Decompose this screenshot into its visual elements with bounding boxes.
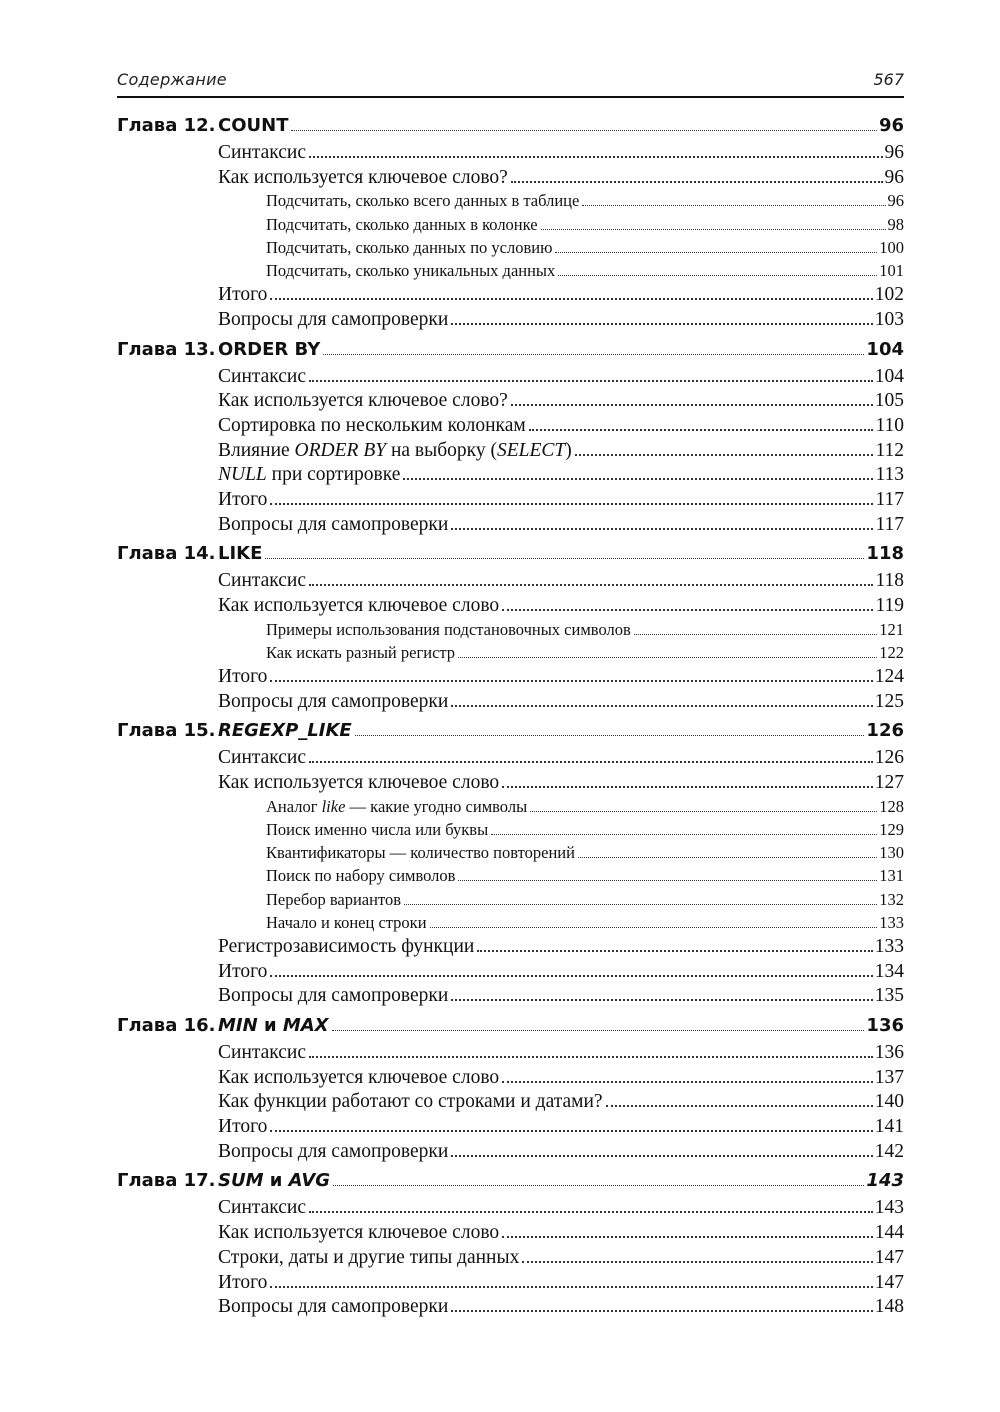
table-of-contents (117, 115, 904, 1326)
chapter-block (117, 1015, 904, 1165)
chapter-block (117, 1170, 904, 1320)
title-fragment: Подсчитать, сколько всего данных в таблице (266, 191, 580, 211)
entry-title (218, 595, 499, 617)
page-number: 129 (879, 820, 904, 839)
dot-leader (502, 609, 873, 611)
title-fragment: Синтаксис (218, 747, 307, 769)
entry-title (218, 309, 448, 331)
chapter-block (117, 339, 904, 539)
dot-leader (270, 1130, 872, 1132)
toc-entry[interactable] (117, 1296, 904, 1321)
chapter-label: Глава 12. (117, 115, 216, 136)
title-fragment: Как используется ключевое слово? (218, 390, 508, 412)
dot-leader (451, 1155, 872, 1157)
page-number: 100 (879, 237, 904, 257)
dot-leader (606, 1105, 873, 1107)
title-fragment: Вопросы для самопроверки (218, 513, 449, 535)
dot-leader (404, 904, 877, 905)
title-fragment: NULL (218, 464, 267, 486)
entry-title (266, 643, 455, 663)
dot-leader (502, 1236, 873, 1238)
page-number: 122 (879, 642, 904, 662)
title-fragment: Как используется ключевое слово (218, 772, 500, 794)
entry-title (218, 666, 267, 688)
entry-title (218, 464, 400, 486)
toc-entry[interactable] (117, 366, 904, 391)
title-fragment: Поиск по набору символов (266, 866, 456, 886)
dot-leader (451, 705, 872, 707)
entry-title (266, 866, 455, 886)
dot-leader (491, 834, 877, 835)
dot-leader (582, 205, 885, 206)
entry-title (266, 191, 579, 211)
toc-entry[interactable] (117, 309, 904, 334)
dot-leader (541, 229, 886, 230)
dot-leader (458, 880, 877, 881)
page-number: 117 (875, 513, 904, 535)
title-fragment: Синтаксис (218, 1042, 307, 1063)
entry-title (266, 890, 401, 910)
page-number: 98 (887, 214, 904, 234)
title-fragment: Как используется ключевое слово (218, 1066, 500, 1088)
dot-leader (309, 761, 873, 763)
dot-leader (458, 657, 877, 658)
entry-title (266, 261, 555, 281)
page-number: 141 (874, 1116, 904, 1138)
entry-title (218, 1015, 329, 1036)
running-header-title: Содержание (117, 70, 227, 89)
title-fragment: Итого (218, 666, 268, 688)
title-fragment: SELECT (496, 439, 566, 461)
title-fragment: Итого (218, 960, 268, 982)
dot-leader (578, 857, 877, 858)
entry-title (218, 1222, 499, 1244)
page-number: 143 (866, 1170, 904, 1192)
running-header (117, 68, 904, 98)
toc-subentry[interactable] (117, 820, 904, 843)
toc-entry[interactable] (117, 440, 904, 465)
dot-leader (323, 354, 864, 355)
toc-entry[interactable] (117, 985, 904, 1010)
title-fragment: MAX (282, 1015, 329, 1036)
page-number: 137 (874, 1066, 904, 1088)
dot-leader (355, 735, 865, 736)
title-fragment: like (321, 796, 346, 816)
entry-title (266, 797, 527, 817)
entry-title (218, 1091, 603, 1113)
title-fragment: Поиск именно числа или буквы (266, 820, 489, 839)
toc-entry[interactable] (117, 167, 904, 192)
entry-title (218, 167, 508, 189)
title-fragment: ORDER BY (294, 439, 387, 461)
page-number: 102 (874, 284, 904, 306)
title-fragment: AVG (288, 1170, 331, 1192)
page-number: 118 (866, 543, 904, 565)
toc-entry[interactable] (117, 489, 904, 514)
chapter-block (117, 720, 904, 1010)
title-fragment: REGEXP_LIKE (218, 720, 352, 742)
entry-title (218, 1272, 267, 1294)
page-number: 105 (874, 390, 904, 412)
entry-title (218, 366, 306, 388)
title-fragment: — какие угодно символы (345, 796, 528, 816)
entry-title (266, 820, 488, 840)
page-number: 117 (875, 488, 904, 510)
entry-title (218, 440, 572, 462)
entry-title (218, 284, 267, 306)
toc-entry[interactable] (117, 570, 904, 595)
entry-title (218, 1170, 330, 1191)
toc-entry[interactable] (117, 666, 904, 691)
page-number: 118 (875, 570, 904, 592)
dot-leader (270, 503, 873, 505)
dot-leader (451, 323, 872, 325)
dot-leader (558, 275, 877, 276)
toc-entry[interactable] (117, 1091, 904, 1116)
entry-title (218, 936, 474, 958)
toc-entry[interactable] (117, 1116, 904, 1141)
toc-entry[interactable] (117, 747, 904, 772)
page-number: 113 (875, 464, 904, 486)
title-fragment: Вопросы для самопроверки (218, 1296, 449, 1318)
dot-leader (270, 680, 872, 682)
toc-entry[interactable] (117, 1197, 904, 1222)
title-fragment: Синтаксис (218, 142, 307, 163)
dot-leader (265, 558, 864, 559)
dot-leader (575, 454, 874, 456)
entry-title (218, 1247, 519, 1269)
dot-leader (333, 1185, 864, 1186)
dot-leader (309, 1211, 873, 1213)
page-number: 133 (874, 935, 904, 957)
title-fragment: Регистрозависимость функции (218, 935, 475, 957)
toc-entry[interactable] (117, 961, 904, 986)
entry-title (218, 1116, 267, 1138)
running-header-page-number: 567 (873, 70, 904, 89)
entry-title (218, 543, 262, 564)
chapter-label: Глава 13. (117, 338, 216, 360)
toc-subentry[interactable] (117, 620, 904, 643)
title-fragment: и (257, 1015, 283, 1036)
toc-subentry[interactable] (117, 797, 904, 820)
page-number: 132 (879, 889, 904, 909)
page-number: 125 (874, 690, 904, 712)
page-number: 103 (874, 308, 904, 330)
toc-subentry[interactable] (117, 866, 904, 889)
title-fragment: Вопросы для самопроверки (218, 985, 449, 1007)
dot-leader (270, 298, 872, 300)
title-fragment: Вопросы для самопроверки (218, 690, 449, 712)
entry-title (218, 570, 306, 592)
title-fragment: Как искать разный регистр (266, 642, 456, 662)
toc-subentry[interactable] (117, 191, 904, 214)
page-number: 148 (874, 1296, 904, 1318)
title-fragment: при сортировке (266, 464, 401, 486)
title-fragment: Итого (218, 488, 268, 510)
dot-leader (291, 130, 876, 131)
dot-leader (529, 429, 874, 431)
page-number: 144 (874, 1222, 904, 1244)
dot-leader (270, 975, 872, 977)
title-fragment: SUM (218, 1170, 264, 1192)
page-number: 135 (874, 985, 904, 1007)
title-fragment: Итого (218, 1116, 268, 1138)
page-number: 119 (875, 595, 904, 616)
title-fragment: Синтаксис (218, 365, 307, 387)
toc-entry[interactable] (117, 691, 904, 716)
page-number: 126 (874, 747, 904, 769)
toc-entry[interactable] (117, 142, 904, 167)
dot-leader (502, 1081, 873, 1083)
page-number: 104 (866, 338, 904, 360)
chapter-heading[interactable] (117, 1170, 904, 1197)
page-number: 126 (866, 720, 904, 742)
toc-entry[interactable] (117, 1042, 904, 1067)
dot-leader (403, 478, 873, 480)
page-number: 121 (879, 619, 904, 639)
page-number: 96 (878, 115, 904, 136)
toc-entry[interactable] (117, 390, 904, 415)
page-number: 130 (879, 843, 904, 863)
page-number: 96 (884, 166, 904, 188)
dot-leader (309, 584, 873, 586)
entry-title (266, 843, 575, 863)
page-number: 133 (879, 912, 904, 932)
dot-leader (430, 927, 878, 928)
toc-entry[interactable] (117, 1222, 904, 1247)
dot-leader (451, 528, 873, 530)
entry-title (218, 1197, 306, 1219)
page-number: 140 (874, 1091, 904, 1113)
title-fragment: Синтаксис (218, 570, 307, 592)
toc-entry[interactable] (117, 514, 904, 539)
title-fragment: Сортировка по нескольким колонкам (218, 414, 526, 436)
chapter-heading[interactable] (117, 1015, 904, 1042)
entry-title (218, 339, 320, 360)
dot-leader (309, 156, 882, 158)
toc-entry[interactable] (117, 464, 904, 489)
page-number: 96 (887, 191, 904, 211)
title-fragment: Начало и конец строки (266, 912, 427, 932)
page-number: 134 (874, 960, 904, 982)
chapter-label: Глава 16. (117, 1015, 216, 1036)
entry-title (218, 489, 267, 511)
title-fragment: ORDER BY (218, 338, 321, 360)
title-fragment: Подсчитать, сколько данных по условию (266, 237, 553, 257)
dot-leader (511, 181, 883, 183)
entry-title (218, 514, 448, 536)
title-fragment: Подсчитать, сколько уникальных данных (266, 260, 556, 280)
toc-entry[interactable] (117, 936, 904, 961)
dot-leader (522, 1261, 872, 1263)
dot-leader (309, 1056, 873, 1058)
title-fragment: ) (565, 439, 572, 461)
entry-title (218, 985, 448, 1007)
entry-title (218, 115, 288, 136)
page-number: 104 (874, 365, 904, 387)
page-number: 142 (874, 1140, 904, 1162)
entry-title (218, 772, 499, 794)
dot-leader (502, 786, 873, 788)
page-number: 124 (874, 666, 904, 688)
chapter-label: Глава 15. (117, 720, 216, 742)
dot-leader (530, 811, 877, 812)
toc-subentry[interactable] (117, 215, 904, 238)
page-number: 147 (874, 1246, 904, 1268)
toc-entry[interactable] (117, 1247, 904, 1272)
entry-title (266, 620, 631, 640)
toc-entry[interactable] (117, 1272, 904, 1297)
title-fragment: Примеры использования подстановочных символов (266, 619, 631, 639)
title-fragment: Синтаксис (218, 1197, 307, 1219)
title-fragment: LIKE (218, 543, 263, 565)
toc-subentry[interactable] (117, 913, 904, 936)
chapter-block (117, 115, 904, 334)
title-fragment: и (263, 1170, 289, 1192)
title-fragment: Как используется ключевое слово (218, 595, 500, 616)
page-number: 101 (879, 260, 904, 280)
chapter-label: Глава 14. (117, 543, 216, 565)
page-number: 147 (874, 1271, 904, 1293)
title-fragment: COUNT (218, 115, 289, 136)
title-fragment: Перебор вариантов (266, 889, 401, 909)
title-fragment: Аналог (266, 796, 322, 816)
entry-title (218, 1067, 499, 1089)
entry-title (218, 747, 306, 769)
entry-title (218, 720, 352, 741)
page-number: 131 (879, 866, 904, 886)
toc-entry[interactable] (117, 284, 904, 309)
page-number: 143 (874, 1197, 904, 1219)
entry-title (218, 142, 306, 164)
toc-subentry[interactable] (117, 843, 904, 866)
entry-title (218, 390, 508, 412)
toc-entry[interactable] (117, 1141, 904, 1166)
toc-entry[interactable] (117, 415, 904, 440)
chapter-block (117, 543, 904, 715)
page-number: 128 (879, 796, 904, 816)
entry-title (218, 1141, 448, 1163)
chapter-label: Глава 17. (117, 1170, 216, 1192)
title-fragment: Подсчитать, сколько данных в колонке (266, 214, 538, 234)
page-number: 136 (874, 1042, 904, 1063)
title-fragment: Как функции работают со строками и датами? (218, 1091, 603, 1113)
chapter-heading[interactable] (117, 339, 904, 366)
entry-title (218, 1296, 448, 1318)
toc-subentry[interactable] (117, 261, 904, 284)
entry-title (218, 691, 448, 713)
dot-leader (477, 950, 872, 952)
dot-leader (555, 252, 877, 253)
page-number: 96 (884, 142, 904, 163)
toc-subentry[interactable] (117, 238, 904, 261)
title-fragment: Итого (218, 284, 268, 306)
toc-entry[interactable] (117, 1067, 904, 1092)
title-fragment: Как используется ключевое слово? (218, 166, 508, 188)
entry-title (266, 238, 552, 258)
title-fragment: Итого (218, 1271, 268, 1293)
toc-entry[interactable] (117, 772, 904, 797)
entry-title (218, 961, 267, 983)
title-fragment: на выборку ( (386, 439, 497, 461)
dot-leader (270, 1286, 872, 1288)
title-fragment: Строки, даты и другие типы данных (218, 1246, 520, 1268)
dot-leader (634, 634, 878, 635)
page-number: 112 (875, 439, 904, 461)
chapter-heading[interactable] (117, 720, 904, 747)
title-fragment: Вопросы для самопроверки (218, 1140, 449, 1162)
entry-title (266, 215, 538, 235)
dot-leader (309, 380, 873, 382)
entry-title (218, 415, 526, 437)
dot-leader (451, 999, 872, 1001)
dot-leader (451, 1310, 872, 1312)
page-number: 110 (875, 414, 904, 436)
title-fragment: Квантификаторы — количество повторений (266, 843, 575, 863)
chapter-heading[interactable] (117, 115, 904, 142)
page-number: 127 (874, 772, 904, 794)
title-fragment: MIN (218, 1015, 258, 1036)
title-fragment: Вопросы для самопроверки (218, 308, 449, 330)
dot-leader (332, 1030, 865, 1031)
title-fragment: Влияние (218, 439, 295, 461)
entry-title (218, 1042, 306, 1064)
toc-entry[interactable] (117, 595, 904, 620)
toc-subentry[interactable] (117, 643, 904, 666)
toc-subentry[interactable] (117, 890, 904, 913)
title-fragment: Как используется ключевое слово (218, 1222, 500, 1244)
dot-leader (511, 404, 873, 406)
entry-title (266, 913, 427, 933)
chapter-heading[interactable] (117, 543, 904, 570)
page-number: 136 (866, 1015, 904, 1036)
